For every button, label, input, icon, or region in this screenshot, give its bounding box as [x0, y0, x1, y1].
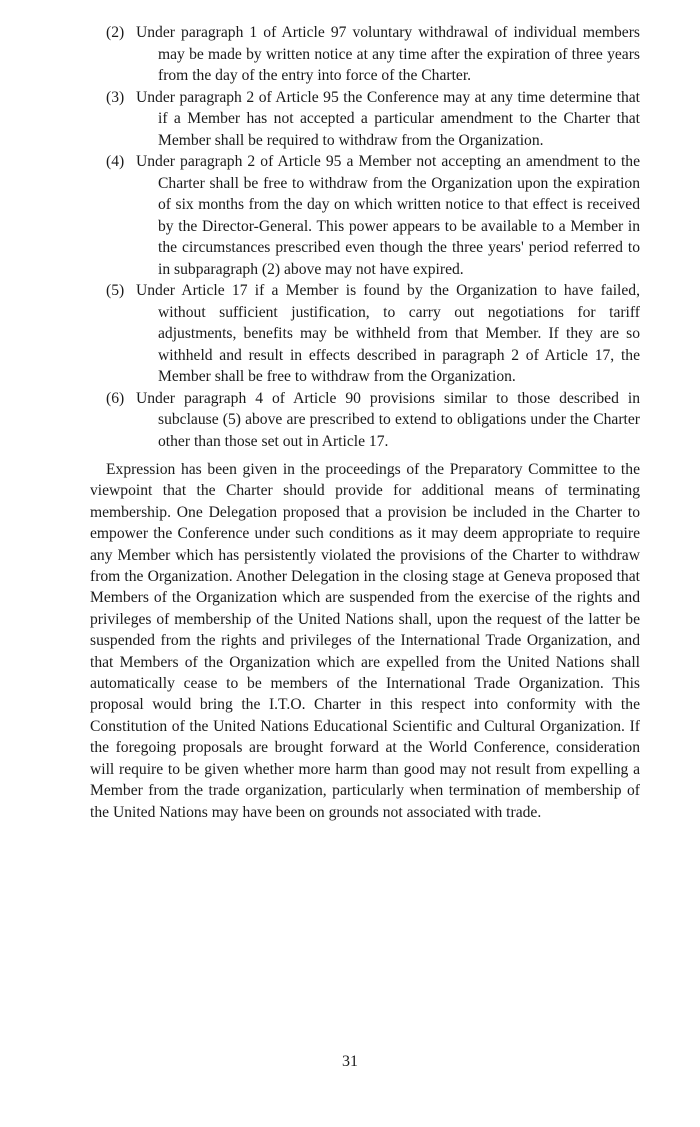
- list-item-number: (4): [106, 153, 125, 170]
- list-item: [90, 87, 640, 152]
- list-item-text: Under paragraph 2 of Article 95 the Conference may at any time determine that if a Member has not accepted a particular amendment to the Charter that Member shall be required to withdraw from the Organization.: [136, 88, 640, 149]
- list-item-number: (2): [106, 24, 125, 41]
- list-item-text: Under Article 17 if a Member is found by the Organization to have failed, without sufficient justification, to carry out negotiations for tariff adjustments, benefits may be withheld from that Member. If they are so withheld and result in effects described in paragraph 2 of Article 17, the Member shall be free to withdraw from the Organization.: [136, 282, 640, 385]
- list-item: [90, 280, 640, 388]
- list-item-number: (6): [106, 389, 125, 407]
- list-item-text: Under paragraph 4 of Article 90 provisions similar to those described in subclause (5) above are prescribed to extend to obligations under the Charter other than those set out in Article 17.: [136, 389, 640, 450]
- document-page: [90, 22, 640, 823]
- list-item-number: (3): [106, 88, 125, 106]
- list-item: [90, 22, 640, 87]
- body-paragraph: Expression has been given in the proceedings of the Preparatory Committee to the viewpoint that the Charter should provide for additional means of terminating membership. One Delegation proposed that a provision be included in the Charter to empower the Conference under such conditions as it may deem appropriate to require any Member which has persistently violated the provisions of the Charter to withdraw from the Organization. Another Delegation in the closing stage at Geneva proposed that Members of the Organization which are suspended from the exercise of the rights and privileges of membership of the United Nations shall, upon the request of the latter be suspended from the rights and privileges of the International Trade Organization, and that Members of the Organization which are expelled from the United Nations shall automatically cease to be members of the International Trade Organization. This proposal would bring the I.T.O. Charter in this respect into conformity with the Constitution of the United Nations Educational Scientific and Cultural Organization. If the foregoing proposals are brought forward at the World Conference, consideration will require to be given whether more harm than good may not result from expelling a Member from the trade organization, particularly when termination of membership of the United Nations may have been on grounds not associated with trade.: [90, 461, 640, 821]
- page-number: 31: [342, 1053, 358, 1070]
- list-item: [90, 151, 640, 280]
- list-item: [90, 388, 640, 453]
- list-item-text: Under paragraph 1 of Article 97 voluntary withdrawal of individual members may be made by written notice at any time after the expiration of three years from the day of the entry into force of the Charter.: [136, 24, 640, 84]
- list-item-text: Under paragraph 2 of Article 95 a Member not accepting an amendment to the Charter shall be free to withdraw from the Organization upon the expiration of six months from the day on which written notice to that effect is received by the Director-General. This power appears to be available to a Member in the circumstances prescribed even though the three years' period referred to in subparagraph (2) above may not have expired.: [136, 153, 640, 278]
- list-item-number: (5): [106, 282, 125, 299]
- withdrawal-provisions-list: [90, 22, 640, 452]
